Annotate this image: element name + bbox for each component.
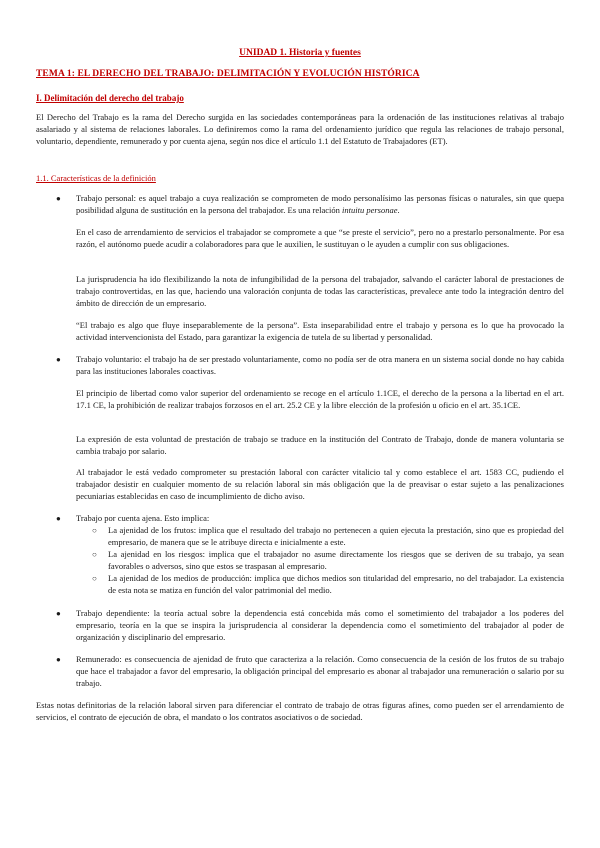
- personal-p2: En el caso de arrendamiento de servicios el trabajador se compromete a que “se preste el servicio”, pero no a prestarlo personalmente. Por esa razón, el autónomo puede acudir a colaboradores para que le auxilien, le sustituyan o le ayuden a cumplir con sus obligaciones.: [76, 227, 564, 250]
- unit-title: UNIDAD 1. Historia y fuentes: [239, 48, 361, 58]
- voluntario-p2: El principio de libertad como valor superior del ordenamiento se recoge en el artículo 1.1CE, el derecho de la persona a la libertad en el art. 17.1 CE, la prohibición de realizar trabajos forzosos en el art. 25.2 CE y la libre elección de la profesión u oficio en el art. 35.1CE.: [76, 388, 564, 411]
- ajena-item: Trabajo por cuenta ajena. Esto implica:: [76, 513, 210, 523]
- sub-bullet-icon: ○: [92, 574, 97, 583]
- personal-p3: La jurisprudencia ha ido flexibilizando la nota de infungibilidad de la persona del trabajador, salvando el carácter laboral de prestaciones de trabajo controvertidas, en las que, haciendo una valoración conjunta de todas las características, prevalece ante todo la integración dentro del ámbito de dirección de un empresario.: [76, 274, 564, 309]
- voluntario-p3: La expresión de esta voluntad de prestación de trabajo se traduce en la institución del Contrato de Trabajo, donde de manera voluntaria se cambia trabajo por salario.: [76, 434, 564, 457]
- bullet-icon: ●: [56, 655, 61, 664]
- dependiente-item: Trabajo dependiente: la teoría actual sobre la dependencia está concebida más como el sometimiento del trabajador a los poderes del empresario, teoría en la que se inspira la jurisprudencia al considerar la dependencia como el sometimiento del trabajador al poder de organización y disciplinario del empresario.: [76, 608, 564, 643]
- bullet-icon: ●: [56, 609, 61, 618]
- ajena-sub-riesgos: La ajenidad en los riesgos: implica que el trabajador no asume directamente los riesgos que se deriven de su trabajo, ya sean favorables o adversos, sino que estos se traspasan al empresario.: [108, 549, 564, 572]
- remunerado-item: Remunerado: es consecuencia de ajenidad de fruto que caracteriza a la relación. Como consecuencia de la cesión de los frutos de su trabajo que hace el trabajador a favor del empresario, la obligación principal del empresario es abonar al trabajador una remuneración o salario por su trabajo.: [76, 654, 564, 689]
- closing-paragraph: Estas notas definitorias de la relación laboral sirven para diferenciar el contrato de trabajo de otras figuras afines, como pueden ser el arrendamiento de servicios, el contrato de ejecución de obra, el mandato o los contratos asociativos o de sociedad.: [36, 700, 564, 723]
- voluntario-p4: Al trabajador le está vedado comprometer su prestación laboral con carácter vitalicio tal y como establece el art. 1583 CC, pudiendo el trabajador desistir en cualquier momento de su relación laboral sin más obligación que la de preavisar o estar sujeto a las penalizaciones pecuniarias establecidas en caso de incumplimiento de dicho aviso.: [76, 467, 564, 502]
- personal-item: [76, 192, 564, 216]
- bullet-icon: ●: [56, 194, 61, 203]
- ajena-sub-frutos: La ajenidad de los frutos: implica que el resultado del trabajo no pertenecen a quien ejecuta la prestación, sino que es propiedad del empresario, de manera que se le atribuye directa e inicialmente a este.: [108, 525, 564, 548]
- sub-bullet-icon: ○: [92, 550, 97, 559]
- bullet-icon: ●: [56, 514, 61, 523]
- bullet-icon: ●: [56, 355, 61, 364]
- sub-bullet-icon: ○: [92, 526, 97, 535]
- personal-end: .: [397, 205, 400, 216]
- personal-p4: “El trabajo es algo que fluye inseparablemente de la persona”. Esta inseparabilidad entre el trabajo y persona es lo que ha provocado la actividad intervencionista del Estado, para garantizar la exigencia de tutela de su libertad y personalidad.: [76, 320, 564, 343]
- personal-text: Trabajo personal: es aquel trabajo a cuya realización se comprometen de modo personalísimo las personas físicas o naturales, sin que quepa posibilidad alguna de sustitución en la persona del trabajador. Es una relación: [76, 193, 564, 216]
- ajena-sub-medios: La ajenidad de los medios de producción: implica que dichos medios son titularidad del empresario, no del trabajador. La existencia de esta nota se matiza en función del valor patrimonial del medio.: [108, 573, 564, 596]
- section-title: I. Delimitación del derecho del trabajo: [36, 93, 184, 103]
- subsection-title: 1.1. Características de la definición: [36, 173, 156, 183]
- intro-paragraph: El Derecho del Trabajo es la rama del Derecho surgida en las sociedades contemporáneas para la ordenación de las instituciones relativas al trabajo asalariado y al sistema de relaciones laborales. Lo definiremos como la rama del ordenamiento jurídico que regula las relaciones de trabajo personal, voluntario, dependiente, remunerado y por cuenta ajena, según nos dice el artículo 1.1 del Estatuto de Trabajadores (ET).: [36, 112, 564, 147]
- voluntario-item: Trabajo voluntario: el trabajo ha de ser prestado voluntariamente, como no podía ser de otra manera en un sistema social donde no hay cabida para las instituciones laborales coactivas.: [76, 354, 564, 377]
- topic-title: TEMA 1: EL DERECHO DEL TRABAJO: DELIMITACIÓN Y EVOLUCIÓN HISTÓRICA: [36, 69, 420, 79]
- personal-italic: intuitu personae: [342, 205, 398, 216]
